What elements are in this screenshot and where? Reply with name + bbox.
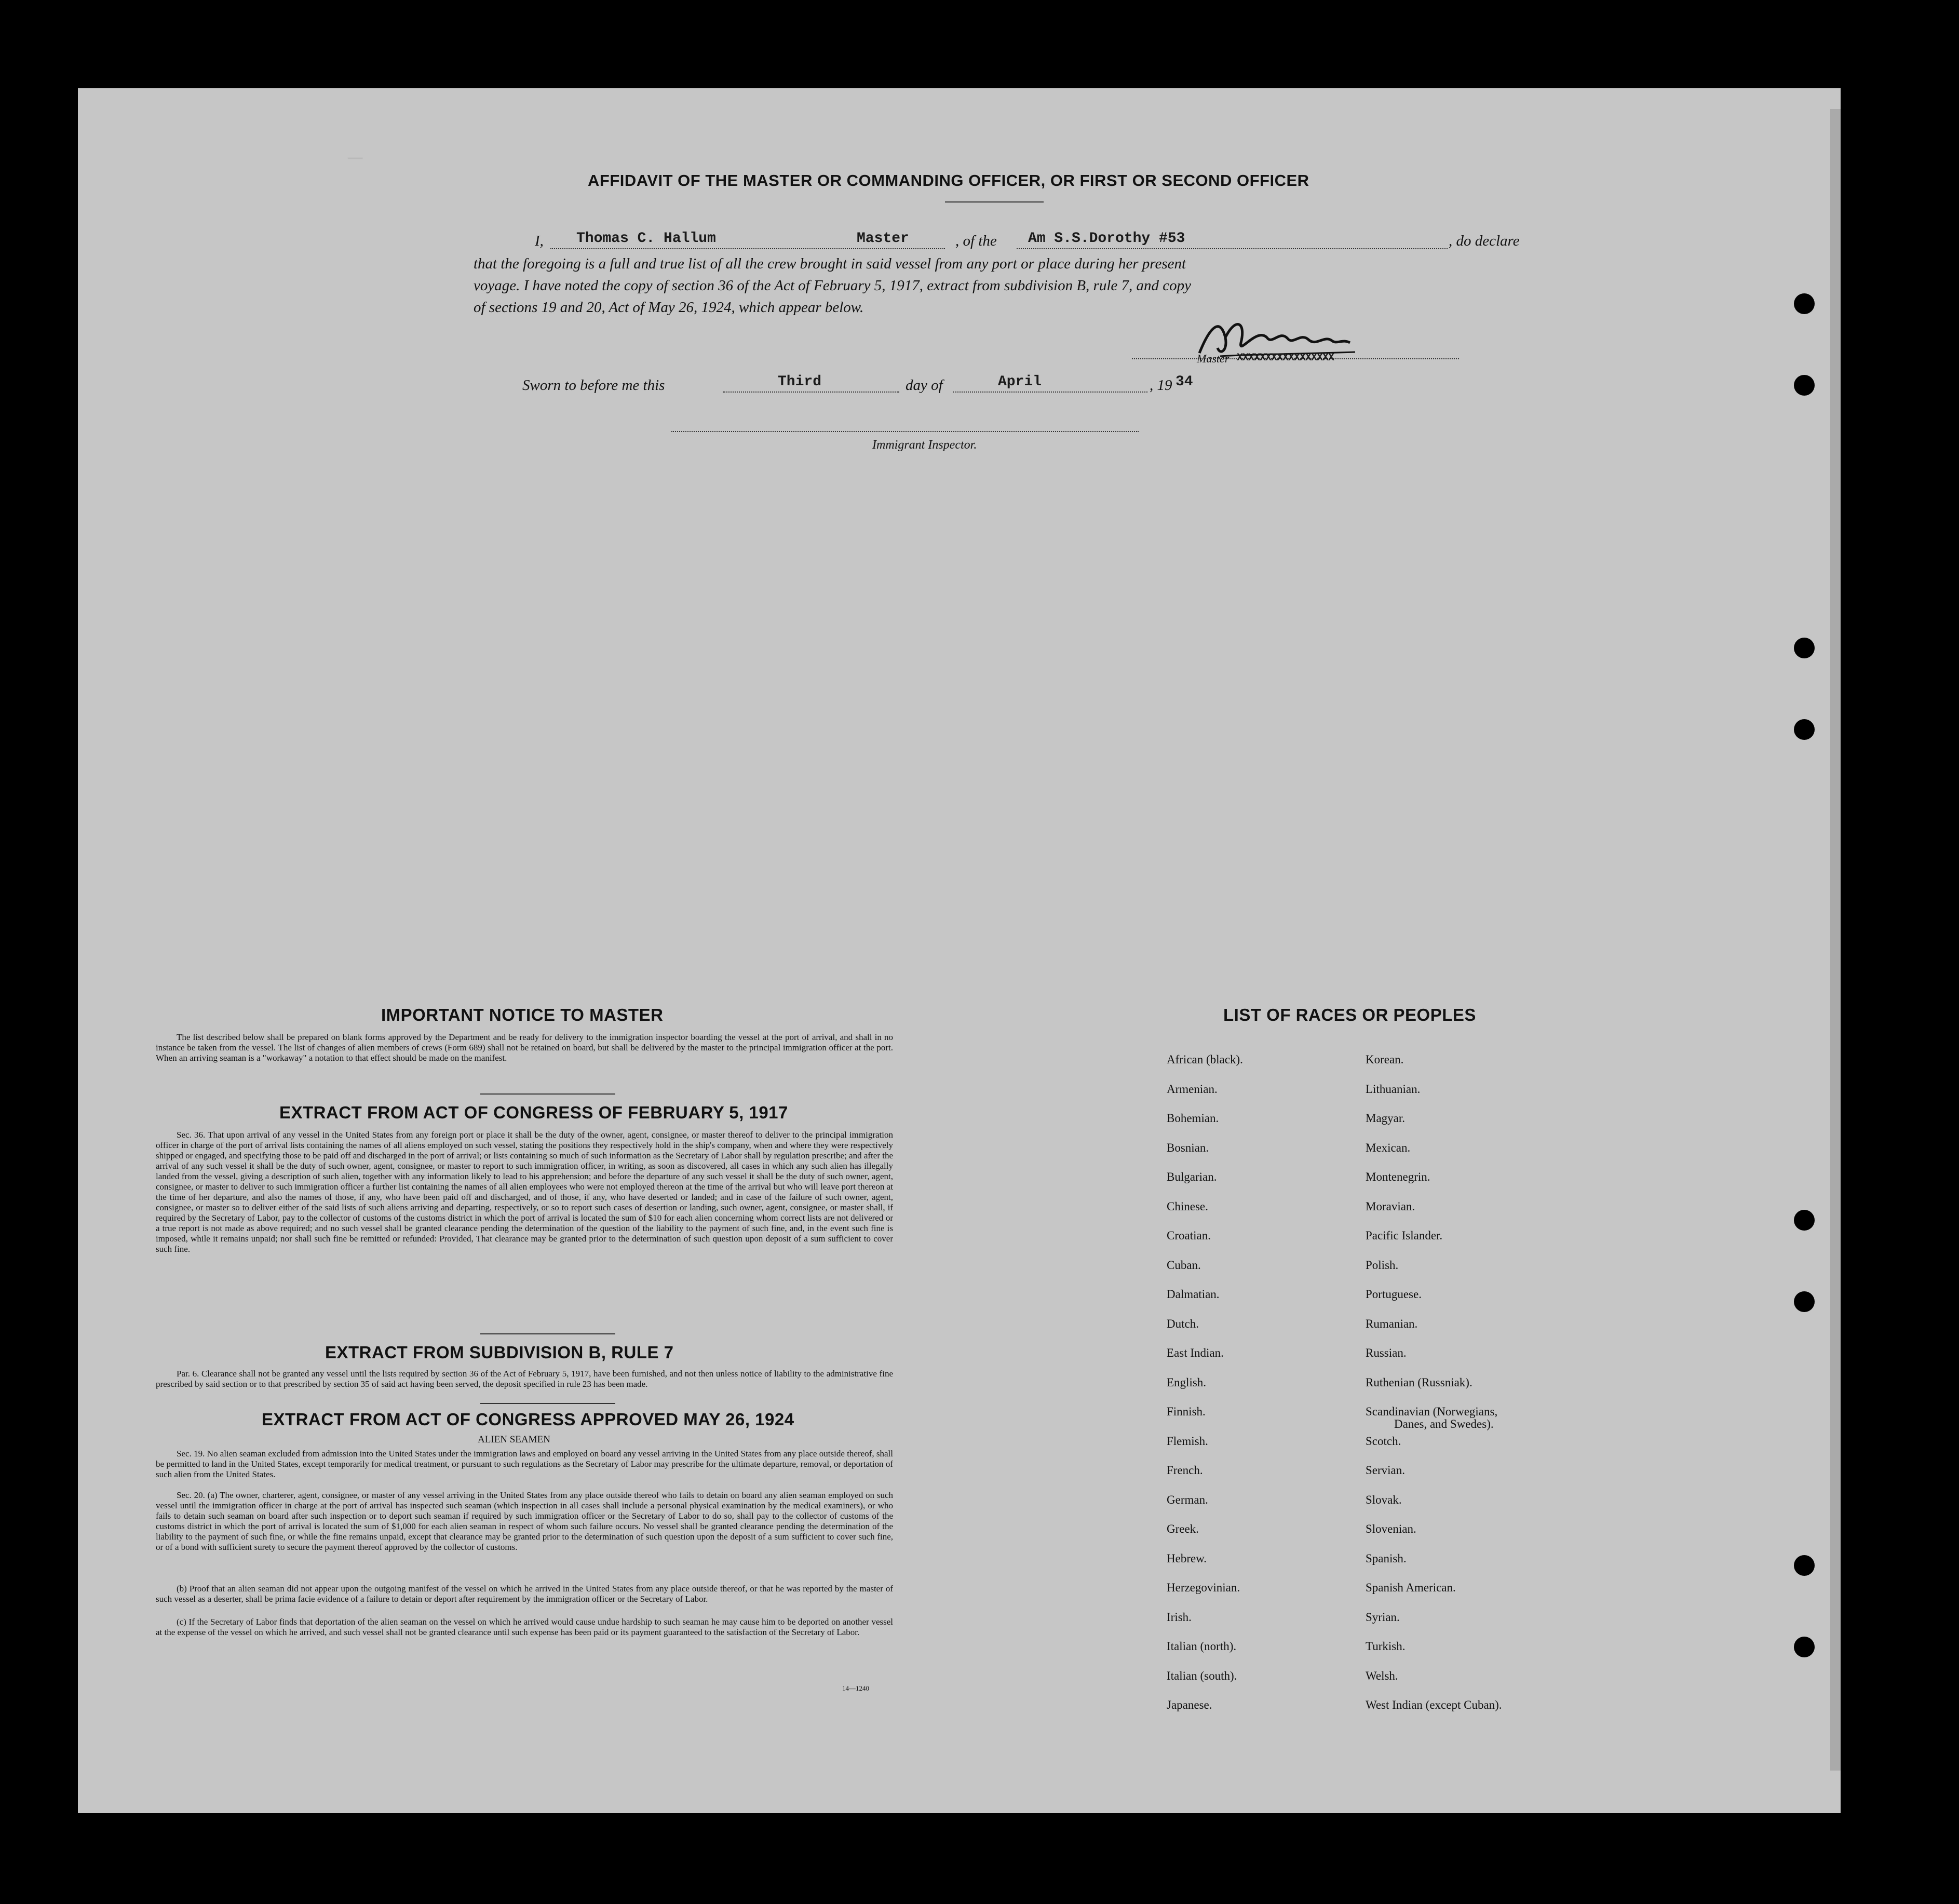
race-item: West Indian (except Cuban).	[1366, 1698, 1502, 1711]
race-item: Bulgarian.	[1167, 1170, 1217, 1183]
race-item: Spanish American.	[1366, 1581, 1456, 1594]
race-item: French.	[1167, 1464, 1203, 1477]
sworn-day: Third	[778, 374, 822, 390]
race-item: Moravian.	[1366, 1199, 1415, 1213]
race-item: Spanish.	[1366, 1551, 1407, 1565]
affidavit-line-2: that the foregoing is a full and true list of all the crew brought in said vessel from any port or place during her present	[474, 255, 1186, 272]
day-of-label: day of	[906, 377, 943, 394]
binder-hole	[1794, 638, 1815, 658]
binder-hole	[1794, 293, 1815, 314]
race-item: Finnish.	[1167, 1405, 1206, 1418]
race-item: Portuguese.	[1366, 1288, 1422, 1301]
name-fill-line	[550, 248, 945, 249]
race-item: Rumanian.	[1366, 1317, 1418, 1330]
race-item: Greek.	[1167, 1522, 1199, 1535]
race-item: Herzegovinian.	[1167, 1581, 1240, 1594]
binder-hole	[1794, 1637, 1815, 1657]
race-item: Armenian.	[1167, 1082, 1218, 1096]
race-item: Croatian.	[1167, 1229, 1211, 1242]
race-item: Scotch.	[1366, 1434, 1401, 1448]
master-name: Thomas C. Hallum	[576, 231, 716, 247]
vessel-name: Am S.S.Dorothy #53	[1028, 231, 1185, 247]
do-declare-label: , do declare	[1449, 233, 1520, 249]
race-item: Chinese.	[1167, 1199, 1208, 1213]
binder-hole	[1794, 375, 1815, 396]
race-item: Dutch.	[1167, 1317, 1199, 1330]
race-item: Magyar.	[1366, 1112, 1406, 1125]
race-item: Danes, and Swedes).	[1394, 1417, 1494, 1430]
year-prefix: , 19	[1150, 377, 1172, 394]
binder-hole	[1794, 719, 1815, 740]
of-the-label: , of the	[955, 233, 997, 249]
extract-1917-rule	[480, 1333, 615, 1334]
year-suffix: 34	[1176, 374, 1193, 390]
race-item: Scandinavian (Norwegians,	[1366, 1405, 1498, 1418]
sworn-label: Sworn to before me this	[522, 377, 665, 394]
race-item: African (black).	[1167, 1053, 1243, 1066]
race-item: Servian.	[1366, 1464, 1406, 1477]
affidavit-i-label: I,	[535, 233, 544, 249]
extract-1917-body: Sec. 36. That upon arrival of any vessel in the United States from any foreign port or place it shall be the duty of the owner, agent, consignee, or master thereof to deliver to the principal immigration officer in charge of the port of arrival lists containing the names of all aliens employed on such vessel, stating the positions they respectively hold in the ship's company, when and where they were respectively shipped or engaged, and specifying those to be paid off and discharged in the port of arrival; or lists containing so much of such information as the Secretary of Labor shall by regulation prescribe; and after the arrival of any such vessel it shall be the duty of such owner, agent, consignee, or master to report to such immigration officer, in writing, as soon as discovered, all cases in which any such alien has illegally landed from the vessel, giving a description of such alien, together with any information likely to lead to his apprehension; and before the departure of any such vessel it shall be the duty of such owner, agent, consignee, or master to deliver to such immigration officer a further list containing the names of all alien employees who were not employed thereon at the time of the arrival but who will leave port thereon at the time of her departure, and also the names of those, if any, who have been paid off and discharged, and of those, if any, who have deserted or landed; and in case of the failure of such owner, agent, consignee, or master so to deliver either of the said lists of such aliens arriving and departing, respectively, or so to report such cases of desertion or landing, such owner, agent, consignee, or master shall, if required by the Secretary of Labor, pay to the collector of customs of the customs district in which the port of arrival is located the sum of $10 for each alien concerning whom correct lists are not delivered or a true report is not made as above required; and no such vessel shall be granted clearance pending the determination of the question of the liability to the payment of such fine, and, in the event such fine is imposed, while it remains unpaid; nor shall such fine be remitted or refunded: Provided, That clearance may be granted prior to the determination of such question upon deposit of a sum sufficient to cover such fine.	[156, 1130, 893, 1254]
right-edge-strip	[1830, 109, 1841, 1771]
race-item: Welsh.	[1366, 1669, 1398, 1682]
affidavit-line-3: voyage. I have noted the copy of section 36 of the Act of February 5, 1917, extract from subdivision B, rule 7, and copy	[474, 277, 1192, 294]
race-item: Montenegrin.	[1366, 1170, 1430, 1183]
inspector-signature-line	[671, 431, 1139, 432]
document-page	[78, 88, 1841, 1813]
race-item: Irish.	[1167, 1610, 1192, 1624]
race-item: Ruthenian (Russniak).	[1366, 1375, 1472, 1389]
race-item: Polish.	[1366, 1258, 1399, 1272]
race-item: Dalmatian.	[1167, 1288, 1220, 1301]
race-item: Cuban.	[1167, 1258, 1201, 1272]
race-item: Italian (north).	[1167, 1640, 1237, 1653]
affidavit-line-4: of sections 19 and 20, Act of May 26, 1924, which appear below.	[474, 299, 864, 316]
extract-1924-title: EXTRACT FROM ACT OF CONGRESS APPROVED MAY 26, 1924	[262, 1410, 794, 1429]
race-item: Russian.	[1366, 1346, 1407, 1359]
race-item: German.	[1167, 1493, 1208, 1506]
race-item: Japanese.	[1167, 1698, 1212, 1711]
extract-1924-sec20b: (b) Proof that an alien seaman did not appear upon the outgoing manifest of the vessel on which he arrived in the United States from any place outside thereof, or that he was reported by the master of such vessel as a deserter, shall be prima facie evidence of a failure to detain or deport after requirement by the immigration officer or the Secretary of Labor.	[156, 1584, 893, 1604]
rule-7-rule	[480, 1403, 615, 1404]
notice-rule	[480, 1093, 615, 1095]
sworn-month: April	[998, 374, 1042, 390]
rule-7-title: EXTRACT FROM SUBDIVISION B, RULE 7	[325, 1343, 674, 1362]
race-item: East Indian.	[1167, 1346, 1224, 1359]
race-item: English.	[1167, 1375, 1207, 1389]
races-title: LIST OF RACES OR PEOPLES	[1223, 1005, 1476, 1024]
binder-hole	[1794, 1291, 1815, 1312]
rule-7-body: Par. 6. Clearance shall not be granted any vessel until the lists required by section 36 of the Act of February 5, 1917, have been furnished, and not then unless notice of liability to the administrative fine prescribed by said section or to that prescribed by section 35 of said act having been served, the deposit specified in rule 23 has been made.	[156, 1369, 893, 1389]
extract-1924-sec20a: Sec. 20. (a) The owner, charterer, agent, consignee, or master of any vessel arriving in the United States from any place outside thereof who fails to detain on board any alien seaman employed on such vessel until the immigration officer in charge at the port of arrival has inspected such seaman (which inspection in all cases shall include a personal physical examination by the medical examiners), or who fails to detain such seaman on board after such inspection or to deport such seaman if required by such immigration officer or the Secretary of Labor to do so, shall pay to the collector of customs of the customs district in which the port of arrival is located the sum of $1,000 for each alien seaman in respect of whom such failure occurs. No vessel shall be granted clearance pending the determination of the liability to the payment of such fine, or while the fine remains unpaid, except that clearance may be granted prior to the determination of such question upon the deposit of a sum sufficient to cover such fine, or of a bond with sufficient surety to secure the payment thereof approved by the collector of customs.	[156, 1490, 893, 1552]
race-item: Lithuanian.	[1366, 1082, 1421, 1096]
affidavit-title-rule	[945, 201, 1044, 202]
affidavit-title: AFFIDAVIT OF THE MASTER OR COMMANDING OFFICER, OR FIRST OR SECOND OFFICER	[588, 171, 1309, 190]
extract-1924-subtitle: ALIEN SEAMEN	[478, 1434, 550, 1445]
race-item: Italian (south).	[1167, 1669, 1237, 1682]
binder-hole	[1794, 1210, 1815, 1231]
inspector-label: Immigrant Inspector.	[872, 438, 977, 452]
month-fill-line	[953, 391, 1147, 393]
extract-1924-sec19: Sec. 19. No alien seaman excluded from admission into the United States under the immigration laws and employed on board any vessel arriving in the United States from any place outside thereof, shall be permitted to land in the United States, except temporarily for medical treatment, or pursuant to such regulations as the Secretary of Labor may prescribe for the ultimate departure, removal, or deportation of such alien from the United States.	[156, 1449, 893, 1479]
race-item: Slovak.	[1366, 1493, 1402, 1506]
day-fill-line	[723, 391, 899, 393]
race-item: Hebrew.	[1167, 1551, 1207, 1565]
form-number: 14—1240	[842, 1684, 869, 1692]
race-item: Turkish.	[1366, 1640, 1406, 1653]
struck-title-text: XXXXXXXXXXXXXXXXX	[1237, 352, 1334, 364]
bleed-through-header: ─	[348, 146, 364, 169]
race-item: Flemish.	[1167, 1434, 1208, 1448]
notice-body: The list described below shall be prepared on blank forms approved by the Department and be ready for delivery to the immigration inspector boarding the vessel at the port of arrival, and shall in no instance be taken from the vessel. The list of changes of alien members of crews (Form 689) shall not be retained on board, but shall be delivered by the master to the principal immigration officer at the port. When an arriving seaman is a "workaway" a notation to that effect should be made on the manifest.	[156, 1032, 893, 1063]
vessel-fill-line	[1017, 248, 1448, 249]
race-item: Bohemian.	[1167, 1112, 1219, 1125]
extract-1917-title: EXTRACT FROM ACT OF CONGRESS OF FEBRUARY 5, 1917	[279, 1103, 788, 1122]
race-item: Mexican.	[1366, 1141, 1411, 1154]
master-rank: Master	[857, 231, 909, 247]
notice-title: IMPORTANT NOTICE TO MASTER	[381, 1005, 664, 1024]
binder-hole	[1794, 1555, 1815, 1576]
race-item: Pacific Islander.	[1366, 1229, 1443, 1242]
race-item: Korean.	[1366, 1053, 1404, 1066]
race-item: Syrian.	[1366, 1610, 1400, 1624]
race-item: Bosnian.	[1167, 1141, 1209, 1154]
race-item: Slovenian.	[1366, 1522, 1416, 1535]
master-label: Master	[1197, 352, 1230, 365]
extract-1924-sec20c: (c) If the Secretary of Labor finds that deportation of the alien seaman on the vessel on which he arrived would cause undue hardship to such seaman he may cause him to be deported on another vessel at the expense of the vessel on which he arrived, and such vessel shall not be granted clearance until such expense has been paid or its payment guaranteed to the satisfaction of the Secretary of Labor.	[156, 1617, 893, 1637]
